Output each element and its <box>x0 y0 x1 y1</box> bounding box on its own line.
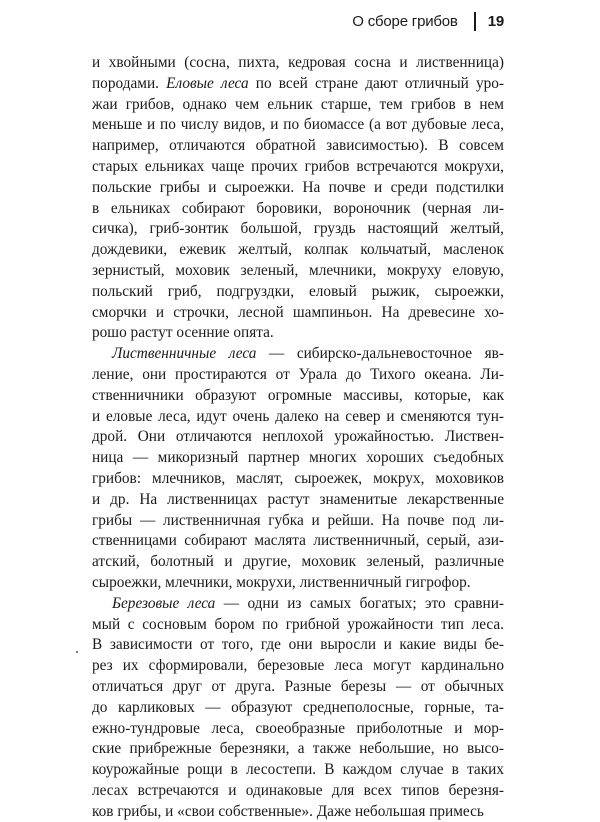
text-line: мый с сосновым бором по грибной урожайности тип леса. <box>92 615 504 633</box>
line-text-post: по всей стране дают отличный уро- <box>248 74 504 92</box>
italic-term: Лиственничные леса <box>112 345 257 363</box>
text-line: сморчки и строчки, лесной шампиньон. На древесине хо- <box>92 303 504 321</box>
text-line: рошо растут осенние опята. <box>92 324 274 342</box>
body-text <box>92 53 504 822</box>
text-line: польские грибы и сыроежки. На почве и среди подстилки <box>92 178 504 196</box>
text-line: атский, болотный и другие, моховик зеленый, различные <box>92 553 504 571</box>
text-line: в ельниках собирают боровики, вороночник (черная ли- <box>92 199 504 217</box>
line-text-pre: породами. <box>92 74 167 92</box>
text-line: дождевики, ежевик желтый, колпак кольчатый, масленок <box>92 241 504 259</box>
text-line: сыроежки, млечники, мокрухи, лиственничный гигрофор. <box>92 573 471 591</box>
text-line: и хвойными (сосна, пихта, кедровая сосна и лиственница) <box>92 54 504 71</box>
text-line: до карликовых — образуют среднеполосные, горные, та- <box>92 698 504 716</box>
text-line: старых ельниках чаще прочих грибов встречаются мокрухи, <box>92 157 504 175</box>
text-line: и др. На лиственницах растут знаменитые лекарственные <box>92 490 504 508</box>
paragraph <box>92 53 504 344</box>
paragraph <box>92 594 504 822</box>
line-text-post: — сибирско-дальневосточное яв- <box>256 345 505 363</box>
header-divider <box>474 12 476 31</box>
text-line <box>92 74 504 95</box>
text-line: сичка), гриб-зонтик большой, груздь настоящий желтый, <box>92 220 504 238</box>
page-number: 19 <box>487 12 504 30</box>
paragraph <box>92 344 504 594</box>
text-line: В зависимости от того, где они выросли и какие виды бе- <box>92 636 504 654</box>
text-line: и еловые леса, идут очень далеко на север и сменяются тун- <box>92 407 504 425</box>
text-line: дрой. Они отличаются неплохой урожайностью. Листвен- <box>92 428 504 446</box>
text-line: рез их сформировали, березовые леса могут кардинально <box>92 657 504 675</box>
chapter-title: О сборе грибов <box>352 12 458 30</box>
text-line: ление, они простираются от Урала до Тихого океана. Ли- <box>92 365 504 383</box>
text-line <box>92 594 504 615</box>
text-line: грибы — лиственничная губка и рейши. На почве под ли- <box>92 511 504 529</box>
text-line: грибов: млечников, маслят, сыроежек, мокрух, моховиков <box>92 469 504 487</box>
text-line: меньше и по числу видов, и по биомассе (а вот дубовые леса, <box>92 116 504 134</box>
text-line: зернистый, моховик зеленый, млечники, мокруху еловую, <box>92 261 504 279</box>
text-line <box>92 344 504 365</box>
scan-speck <box>76 651 78 653</box>
italic-term: Еловые леса <box>166 74 249 92</box>
text-line: жаи грибов, однако чем ельник старше, тем грибов в нем <box>92 95 504 113</box>
text-line: ница — микоризный партнер многих хороших съедобных <box>92 449 504 467</box>
text-line: ков грибы, и «свои собственные». Даже небольшая примесь <box>92 802 484 820</box>
text-line: коурожайные рощи в лесостепи. В каждом случае в таких <box>92 761 504 779</box>
line-text-post: — одни из самых богатых; это сравни- <box>215 594 504 612</box>
text-line: ственницами собирают маслята лиственничный, серый, ази- <box>92 532 504 550</box>
italic-term: Березовые леса <box>112 594 216 612</box>
running-header <box>352 10 504 32</box>
text-line: ственничники образуют огромные массивы, которые, как <box>92 386 504 404</box>
text-line: ские прибрежные березняки, а также небольшие, но высо- <box>92 740 504 758</box>
text-line: например, отличаются обратной зависимостью). В совсем <box>92 137 504 155</box>
text-line: польский гриб, подгруздки, еловый рыжик, сыроежки, <box>92 282 504 300</box>
text-line: отличаться друг от друга. Разные березы — от обычных <box>92 677 504 695</box>
text-line: лесах встречаются и одинаковые для всех типов березня- <box>92 781 504 799</box>
text-line: ежно-тундровые леса, своеобразные приболотные и мор- <box>92 719 504 737</box>
